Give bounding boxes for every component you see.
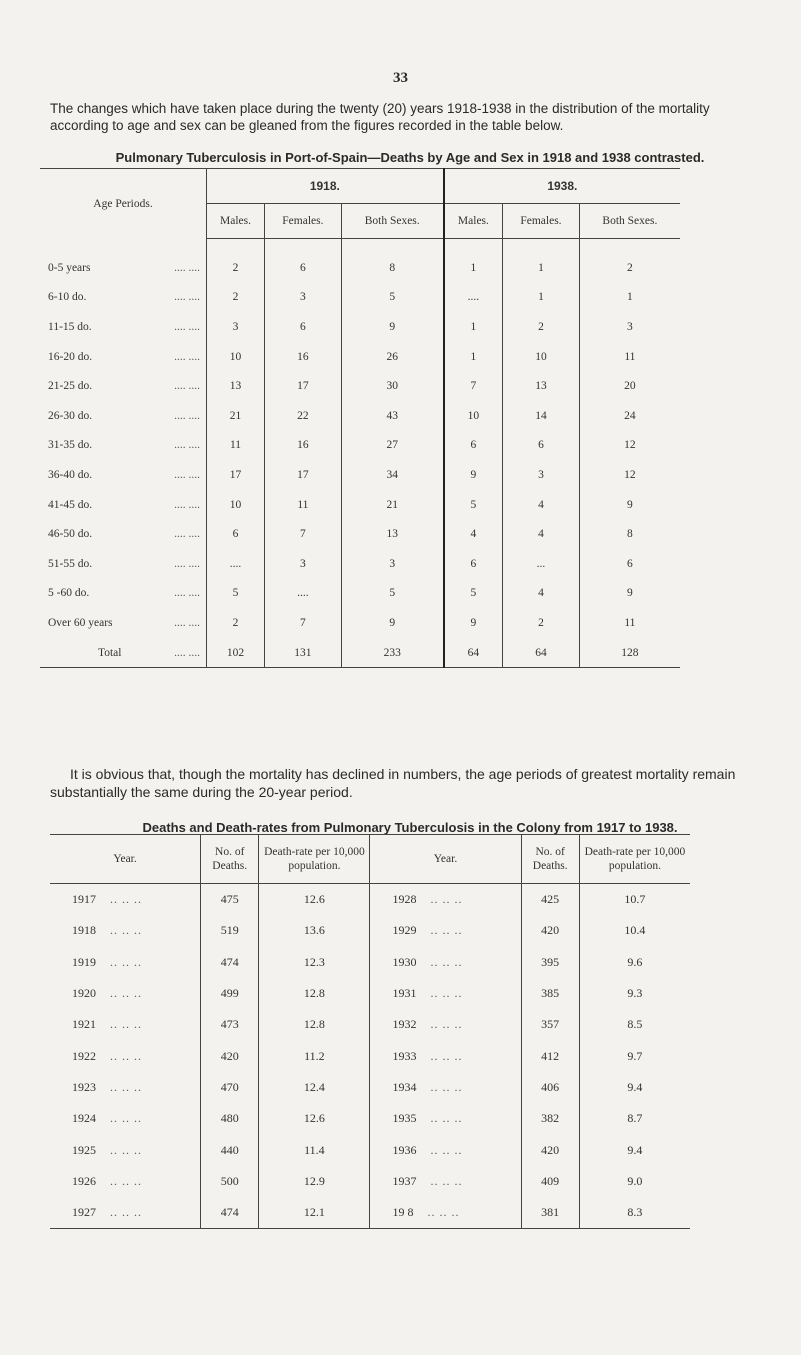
table-row <box>50 1166 690 1197</box>
females-1918-value: 6 <box>265 312 342 342</box>
deaths-value: 420 <box>201 1040 259 1071</box>
rate-value: 10.7 <box>579 884 690 916</box>
females-1938-value: 10 <box>503 342 580 372</box>
both-1918-value: 8 <box>341 239 444 283</box>
females-1938-value: 1 <box>503 239 580 283</box>
leader-dots: .. .. .. <box>110 1017 142 1032</box>
year-value: 1927 <box>72 1205 96 1220</box>
males-1918-value: 5 <box>207 579 265 609</box>
total-value: 64 <box>444 638 503 668</box>
total-label: Total <box>98 646 122 659</box>
both-1938-value: 12 <box>579 431 680 461</box>
year-cell <box>50 1040 201 1071</box>
leader-dots: .. .. .. <box>430 892 463 907</box>
both-1918-value: 27 <box>341 431 444 461</box>
table-row <box>50 1072 690 1103</box>
year-value: 1932 <box>392 1017 417 1032</box>
year-cell <box>370 1009 521 1040</box>
year-value: 1933 <box>392 1048 417 1063</box>
both-1938-value: 3 <box>579 312 680 342</box>
rate-value: 8.7 <box>579 1103 690 1134</box>
males-1918-value: .... <box>207 549 265 579</box>
year-cell <box>370 978 521 1009</box>
leader-dots: .. .. .. <box>110 1173 142 1188</box>
rate-value: 10.4 <box>579 915 690 946</box>
colony-deaths-table <box>50 834 690 1229</box>
age-period-cell <box>40 312 207 342</box>
leader-dots: .. .. .. <box>110 1142 142 1157</box>
year-cell <box>370 915 521 946</box>
females-1918-value: 16 <box>265 431 342 461</box>
table-row <box>50 1134 690 1165</box>
deaths-value: 406 <box>521 1072 579 1103</box>
females-1938-value: ... <box>503 549 580 579</box>
deaths-value: 473 <box>201 1009 259 1040</box>
leader-dots: .. .. .. <box>110 1205 142 1220</box>
leader-dots: .. .. .. <box>110 923 142 938</box>
deaths-value: 420 <box>521 1134 579 1165</box>
year-value: 1923 <box>72 1079 96 1094</box>
both-1918-value: 30 <box>341 371 444 401</box>
rate-value: 11.2 <box>259 1040 370 1071</box>
table-row <box>40 312 680 342</box>
both-1938-value: 9 <box>579 579 680 609</box>
males-1938-value: 4 <box>444 519 503 549</box>
age-period-cell <box>40 342 207 372</box>
age-period-label: 41-45 do. <box>48 498 93 511</box>
leader-dots: .. .. .. <box>110 986 142 1001</box>
males-1918-value: 2 <box>207 283 265 313</box>
year-cell <box>50 978 201 1009</box>
col-males-1918: Males. <box>207 204 265 239</box>
both-1918-value: 21 <box>341 490 444 520</box>
leader-dots: .... .... <box>174 261 200 274</box>
females-1918-value: 7 <box>265 608 342 638</box>
females-1918-value: 17 <box>265 460 342 490</box>
intro-paragraph: The changes which have taken place during the twenty (20) years 1918-1938 in the distribution of the mortality according to age and sex can be gleaned from the figures recorded in the table below. <box>50 101 710 133</box>
rate-value: 12.9 <box>259 1166 370 1197</box>
females-1918-value: 6 <box>265 239 342 283</box>
both-1938-value: 9 <box>579 490 680 520</box>
age-period-label: 21-25 do. <box>48 380 93 393</box>
year-1938-header: 1938. <box>444 169 680 204</box>
age-period-cell <box>40 371 207 401</box>
age-period-label: 36-40 do. <box>48 468 93 481</box>
year-cell <box>370 1134 521 1165</box>
females-1918-value: 7 <box>265 519 342 549</box>
leader-dots: .... .... <box>174 587 200 600</box>
leader-dots: .. .. .. <box>427 1205 460 1220</box>
females-1918-value: .... <box>265 579 342 609</box>
males-1918-value: 17 <box>207 460 265 490</box>
year-cell <box>370 884 521 916</box>
year-value: 1924 <box>72 1111 96 1126</box>
males-1918-value: 11 <box>207 431 265 461</box>
leader-dots: .. .. .. <box>430 1111 463 1126</box>
males-1918-value: 10 <box>207 342 265 372</box>
rate-value: 9.7 <box>579 1040 690 1071</box>
year-value: 1921 <box>72 1017 96 1032</box>
age-period-cell <box>40 239 207 283</box>
males-1938-value: 1 <box>444 239 503 283</box>
age-period-cell <box>40 431 207 461</box>
both-1918-value: 9 <box>341 312 444 342</box>
total-label-cell <box>40 638 207 668</box>
year-cell <box>370 1072 521 1103</box>
males-1918-value: 6 <box>207 519 265 549</box>
year-1918-header: 1918. <box>207 169 444 204</box>
age-period-label: 11-15 do. <box>48 320 92 333</box>
rate-value: 12.8 <box>259 978 370 1009</box>
leader-dots: .... .... <box>174 320 200 333</box>
year-value: 1934 <box>392 1079 417 1094</box>
females-1938-value: 6 <box>503 431 580 461</box>
males-1938-value: 9 <box>444 460 503 490</box>
leader-dots: .... .... <box>174 468 200 481</box>
males-1938-value: 10 <box>444 401 503 431</box>
age-periods-header: Age Periods. <box>40 169 207 239</box>
age-period-label: Over 60 years <box>48 616 113 629</box>
males-1938-value: 6 <box>444 549 503 579</box>
year-cell <box>370 1103 521 1134</box>
leader-dots: .... .... <box>174 528 200 541</box>
age-period-cell <box>40 490 207 520</box>
females-1938-value: 2 <box>503 608 580 638</box>
females-1938-value: 4 <box>503 579 580 609</box>
leader-dots: .. .. .. <box>430 923 463 938</box>
total-value: 131 <box>265 638 342 668</box>
deaths-value: 500 <box>201 1166 259 1197</box>
females-1918-value: 17 <box>265 371 342 401</box>
both-1938-value: 11 <box>579 342 680 372</box>
age-period-cell <box>40 519 207 549</box>
both-1918-value: 43 <box>341 401 444 431</box>
females-1938-value: 14 <box>503 401 580 431</box>
leader-dots: .. .. .. <box>430 986 463 1001</box>
age-period-label: 46-50 do. <box>48 528 93 541</box>
females-1938-value: 4 <box>503 519 580 549</box>
males-1938-value: 9 <box>444 608 503 638</box>
col-females-1918: Females. <box>265 204 342 239</box>
age-period-cell <box>40 549 207 579</box>
males-1918-value: 21 <box>207 401 265 431</box>
both-1938-value: 11 <box>579 608 680 638</box>
leader-dots: .. .. .. <box>430 1079 463 1094</box>
deaths-value: 409 <box>521 1166 579 1197</box>
leader-dots: .. .. .. <box>430 1017 463 1032</box>
year-cell <box>50 947 201 978</box>
table-row <box>40 431 680 461</box>
deaths-value: 519 <box>201 915 259 946</box>
leader-dots: .... .... <box>174 616 200 629</box>
year-cell <box>370 947 521 978</box>
deaths-value: 385 <box>521 978 579 1009</box>
total-value: 128 <box>579 638 680 668</box>
year-value: 1922 <box>72 1048 96 1063</box>
year-cell <box>370 1166 521 1197</box>
total-value: 64 <box>503 638 580 668</box>
both-1938-value: 8 <box>579 519 680 549</box>
rate-value: 12.8 <box>259 1009 370 1040</box>
table-row <box>50 978 690 1009</box>
leader-dots: .... .... <box>174 557 200 570</box>
deaths-value: 440 <box>201 1134 259 1165</box>
age-period-cell <box>40 283 207 313</box>
total-value: 102 <box>207 638 265 668</box>
rate-value: 13.6 <box>259 915 370 946</box>
leader-dots: .. .. .. <box>110 1111 142 1126</box>
males-1938-value: 7 <box>444 371 503 401</box>
rate-value: 12.6 <box>259 884 370 916</box>
both-1918-value: 34 <box>341 460 444 490</box>
both-1938-value: 12 <box>579 460 680 490</box>
males-1918-value: 2 <box>207 239 265 283</box>
year-value: 1925 <box>72 1142 96 1157</box>
year-value: 1930 <box>392 954 417 969</box>
females-1938-value: 2 <box>503 312 580 342</box>
year-value: 1929 <box>392 923 417 938</box>
females-1938-value: 3 <box>503 460 580 490</box>
year-value: 1917 <box>72 892 96 907</box>
males-1918-value: 10 <box>207 490 265 520</box>
table-row <box>40 283 680 313</box>
rate-value: 9.0 <box>579 1166 690 1197</box>
leader-dots: .... .... <box>174 291 200 304</box>
females-1938-value: 13 <box>503 371 580 401</box>
leader-dots: .. .. .. <box>430 954 463 969</box>
table-row <box>50 1103 690 1134</box>
both-1918-value: 9 <box>341 608 444 638</box>
table-row <box>40 342 680 372</box>
males-1918-value: 3 <box>207 312 265 342</box>
leader-dots: .... .... <box>174 380 200 393</box>
deaths-value: 395 <box>521 947 579 978</box>
total-row <box>40 638 680 668</box>
males-1938-value: 5 <box>444 579 503 609</box>
both-1918-value: 13 <box>341 519 444 549</box>
age-period-label: 6-10 do. <box>48 291 87 304</box>
leader-dots: .. .. .. <box>110 892 142 907</box>
year-value: 1937 <box>392 1173 417 1188</box>
page-number: 33 <box>393 70 408 86</box>
year-value: 1928 <box>392 892 417 907</box>
year-value: 1931 <box>392 986 417 1001</box>
year-value: 1919 <box>72 954 96 969</box>
col-males-1938: Males. <box>444 204 503 239</box>
table-row <box>40 371 680 401</box>
age-period-cell <box>40 460 207 490</box>
year-value: 19 8 <box>392 1205 414 1220</box>
year-cell <box>370 1040 521 1071</box>
both-1938-value: 1 <box>579 283 680 313</box>
leader-dots: .. .. .. <box>430 1048 463 1063</box>
deaths-value: 474 <box>201 1197 259 1229</box>
col-rate-b: Death-rate per 10,000 population. <box>579 835 690 884</box>
col-rate-a: Death-rate per 10,000 population. <box>259 835 370 884</box>
year-cell <box>50 1009 201 1040</box>
deaths-value: 412 <box>521 1040 579 1071</box>
col-both-1918: Both Sexes. <box>341 204 444 239</box>
conclusion-paragraph: It is obvious that, though the mortality has declined in numbers, the age periods of greatest mortality remain substantially the same during the 20-year period. <box>50 766 736 800</box>
year-value: 1918 <box>72 923 96 938</box>
col-deaths-b: No. of Deaths. <box>521 835 579 884</box>
table-row <box>40 490 680 520</box>
rate-value: 9.3 <box>579 978 690 1009</box>
rate-value: 12.4 <box>259 1072 370 1103</box>
table-row <box>40 519 680 549</box>
both-1918-value: 5 <box>341 283 444 313</box>
rate-value: 8.5 <box>579 1009 690 1040</box>
males-1938-value: 6 <box>444 431 503 461</box>
table1-title: Pulmonary Tuberculosis in Port-of-Spain—Deaths by Age and Sex in 1918 and 1938 contrasted. <box>115 150 705 165</box>
deaths-value: 475 <box>201 884 259 916</box>
leader-dots: .. .. .. <box>110 1079 142 1094</box>
table-row <box>40 239 680 283</box>
males-1938-value: 1 <box>444 312 503 342</box>
year-cell <box>50 915 201 946</box>
both-1938-value: 2 <box>579 239 680 283</box>
leader-dots: .... .... <box>174 350 200 363</box>
deaths-value: 382 <box>521 1103 579 1134</box>
year-cell <box>370 1197 521 1229</box>
table-row <box>50 1197 690 1229</box>
females-1918-value: 11 <box>265 490 342 520</box>
deaths-value: 420 <box>521 915 579 946</box>
males-1918-value: 2 <box>207 608 265 638</box>
both-1938-value: 24 <box>579 401 680 431</box>
deaths-value: 474 <box>201 947 259 978</box>
age-period-label: 26-30 do. <box>48 409 93 422</box>
col-year-a: Year. <box>50 835 201 884</box>
both-1938-value: 6 <box>579 549 680 579</box>
leader-dots: .... .... <box>174 646 200 659</box>
age-period-label: 0-5 years <box>48 261 91 274</box>
deaths-value: 381 <box>521 1197 579 1229</box>
females-1918-value: 22 <box>265 401 342 431</box>
year-value: 1926 <box>72 1173 96 1188</box>
age-period-label: 5 -60 do. <box>48 587 90 600</box>
age-period-label: 16-20 do. <box>48 350 93 363</box>
leader-dots: .. .. .. <box>430 1173 463 1188</box>
col-females-1938: Females. <box>503 204 580 239</box>
rate-value: 12.6 <box>259 1103 370 1134</box>
deaths-value: 425 <box>521 884 579 916</box>
leader-dots: .... .... <box>174 498 200 511</box>
deaths-value: 357 <box>521 1009 579 1040</box>
year-cell <box>50 1072 201 1103</box>
females-1918-value: 16 <box>265 342 342 372</box>
females-1918-value: 3 <box>265 283 342 313</box>
females-1918-value: 3 <box>265 549 342 579</box>
table-row <box>40 579 680 609</box>
col-deaths-a: No. of Deaths. <box>201 835 259 884</box>
total-value: 233 <box>341 638 444 668</box>
age-period-cell <box>40 401 207 431</box>
year-cell <box>50 1134 201 1165</box>
year-value: 1920 <box>72 986 96 1001</box>
males-1938-value: 5 <box>444 490 503 520</box>
year-cell <box>50 1166 201 1197</box>
table-row <box>50 1040 690 1071</box>
both-1918-value: 26 <box>341 342 444 372</box>
table-row <box>40 608 680 638</box>
age-period-label: 51-55 do. <box>48 557 93 570</box>
age-period-cell <box>40 579 207 609</box>
rate-value: 9.6 <box>579 947 690 978</box>
leader-dots: .. .. .. <box>110 1048 142 1063</box>
table-row <box>50 915 690 946</box>
females-1938-value: 4 <box>503 490 580 520</box>
leader-dots: .... .... <box>174 409 200 422</box>
rate-value: 12.3 <box>259 947 370 978</box>
deaths-value: 470 <box>201 1072 259 1103</box>
table-row <box>40 401 680 431</box>
year-value: 1936 <box>392 1142 417 1157</box>
females-1938-value: 1 <box>503 283 580 313</box>
rate-value: 9.4 <box>579 1134 690 1165</box>
deaths-value: 499 <box>201 978 259 1009</box>
table-row <box>40 460 680 490</box>
deaths-value: 480 <box>201 1103 259 1134</box>
leader-dots: .. .. .. <box>110 954 142 969</box>
males-1938-value: .... <box>444 283 503 313</box>
year-cell <box>50 1103 201 1134</box>
males-1918-value: 13 <box>207 371 265 401</box>
rate-value: 11.4 <box>259 1134 370 1165</box>
year-value: 1935 <box>392 1111 417 1126</box>
age-sex-deaths-table <box>40 168 680 668</box>
age-period-cell <box>40 608 207 638</box>
both-1938-value: 20 <box>579 371 680 401</box>
leader-dots: .. .. .. <box>430 1142 463 1157</box>
col-year-b: Year. <box>370 835 521 884</box>
table-row <box>50 1009 690 1040</box>
leader-dots: .... .... <box>174 439 200 452</box>
table-row <box>50 947 690 978</box>
col-both-1938: Both Sexes. <box>579 204 680 239</box>
table-row <box>40 549 680 579</box>
age-period-label: 31-35 do. <box>48 439 93 452</box>
table2-title: Deaths and Death-rates from Pulmonary Tuberculosis in the Colony from 1917 to 1938. <box>142 820 678 835</box>
males-1938-value: 1 <box>444 342 503 372</box>
year-cell <box>50 884 201 916</box>
rate-value: 12.1 <box>259 1197 370 1229</box>
both-1918-value: 3 <box>341 549 444 579</box>
table-row <box>50 884 690 916</box>
rate-value: 9.4 <box>579 1072 690 1103</box>
year-cell <box>50 1197 201 1229</box>
both-1918-value: 5 <box>341 579 444 609</box>
rate-value: 8.3 <box>579 1197 690 1229</box>
